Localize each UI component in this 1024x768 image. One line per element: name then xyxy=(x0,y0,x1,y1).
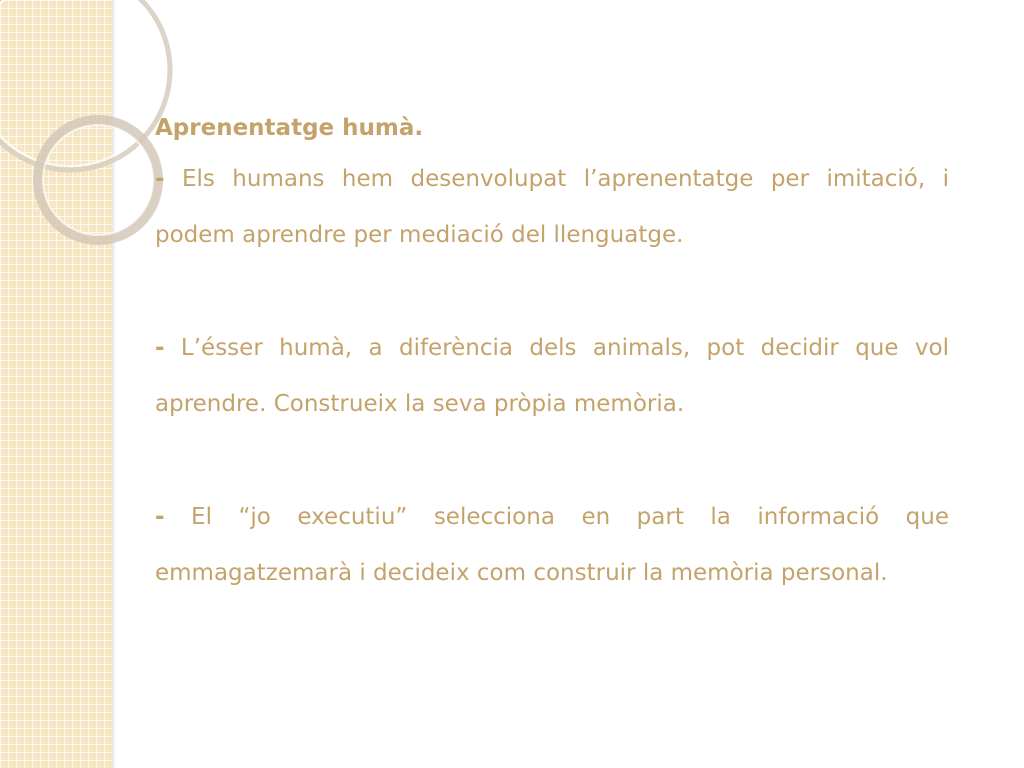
paragraph-text: L’ésser humà, a diferència dels animals, pot decidir que vol aprendre. Construeix la seva pròpia memòria. xyxy=(155,335,949,417)
paragraph-decision xyxy=(155,320,949,432)
bullet-dash: - xyxy=(155,504,165,530)
ring-small-highlight xyxy=(43,125,153,235)
paragraph-executive-self xyxy=(155,489,949,601)
paragraph-text: Els humans hem desenvolupat l’aprenentatge per imitació, i podem aprendre per mediació del llenguatge. xyxy=(155,166,949,248)
slide-title: Aprenentatge humà. xyxy=(155,115,424,141)
bullet-dash: - xyxy=(155,335,165,361)
slide-content xyxy=(155,105,949,601)
ring-small xyxy=(38,120,158,240)
paragraph-imitation xyxy=(155,151,949,263)
bullet-dash: - xyxy=(155,166,165,192)
paragraph-text: El “jo executiu” selecciona en part la informació que emmagatzemarà i decideix com construir la memòria personal. xyxy=(155,504,949,586)
